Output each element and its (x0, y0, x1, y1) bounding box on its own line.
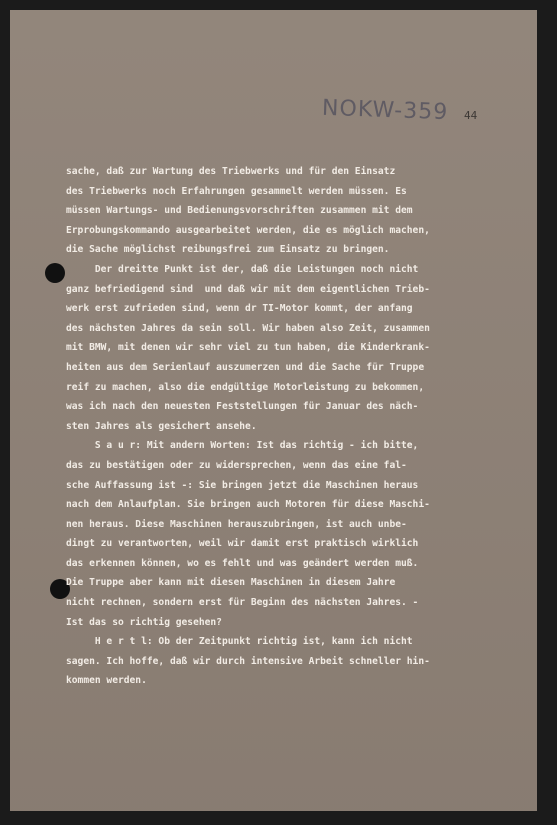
text-line: Erprobungskommando ausgearbeitet werden, die es möglich machen, (66, 224, 430, 236)
text-line: des Triebwerks noch Erfahrungen gesammelt werden müssen. Es (66, 185, 407, 197)
text-line: sache, daß zur Wartung des Triebwerks und für den Einsatz (66, 166, 396, 177)
text-line: Der dreitte Punkt ist der, daß die Leistungen noch nicht (66, 263, 419, 275)
text-line: kommen werden. (66, 675, 147, 687)
text-line: sche Auffassung ist -: Sie bringen jetzt die Maschinen heraus (66, 479, 419, 491)
text-line: sten Jahres als gesichert ansehe. (66, 420, 257, 432)
text-line: müssen Wartungs- und Bedienungsvorschriften zusammen mit dem (66, 205, 413, 217)
text-line: nicht rechnen, sondern erst für Beginn des nächsten Jahres. - (66, 597, 419, 609)
archive-number: NOKW-359 (321, 95, 449, 126)
text-line: reif zu machen, also die endgültige Motorleistung zu bekommen, (66, 381, 425, 393)
text-line: Die Truppe aber kann mit diesen Maschinen in diesem Jahre (66, 577, 396, 589)
text-line: werk erst zufrieden sind, wenn dr TI-Motor kommt, der anfang (66, 303, 413, 315)
page-number: 44 (464, 109, 478, 122)
body-text (66, 162, 536, 691)
text-line: heiten aus dem Serienlauf auszumerzen und die Sache für Truppe (66, 361, 425, 373)
text-line: S a u r: Mit andern Worten: Ist das richtig - ich bitte, (66, 440, 419, 452)
text-line: nen heraus. Diese Maschinen herauszubringen, ist auch unbe- (66, 518, 407, 530)
text-line: das erkennen können, wo es fehlt und was geändert werden muß. (66, 557, 419, 569)
document-page (10, 10, 537, 811)
text-line: mit BMW, mit denen wir sehr viel zu tun haben, die Kinderkrank- (66, 342, 430, 354)
punch-hole (45, 263, 65, 283)
text-line: des nächsten Jahres da sein soll. Wir haben also Zeit, zusammen (66, 322, 430, 334)
text-line: Ist das so richtig gesehen? (66, 616, 222, 628)
text-line: nach dem Anlaufplan. Sie bringen auch Motoren für diese Maschi- (66, 499, 430, 511)
text-line: die Sache möglichst reibungsfrei zum Einsatz zu bringen. (66, 244, 390, 256)
text-line: dingt zu verantworten, weil wir damit erst praktisch wirklich (66, 538, 419, 550)
text-line: H e r t l: Ob der Zeitpunkt richtig ist, kann ich nicht (66, 636, 413, 648)
text-line: ganz befriedigend sind und daß wir mit dem eigentlichen Trieb- (66, 283, 430, 295)
text-line: sagen. Ich hoffe, daß wir durch intensive Arbeit schneller hin- (66, 655, 430, 667)
text-line: was ich nach den neuesten Feststellungen für Januar des näch- (66, 401, 419, 413)
text-line: das zu bestätigen oder zu widersprechen, wenn das eine fal- (66, 459, 407, 471)
